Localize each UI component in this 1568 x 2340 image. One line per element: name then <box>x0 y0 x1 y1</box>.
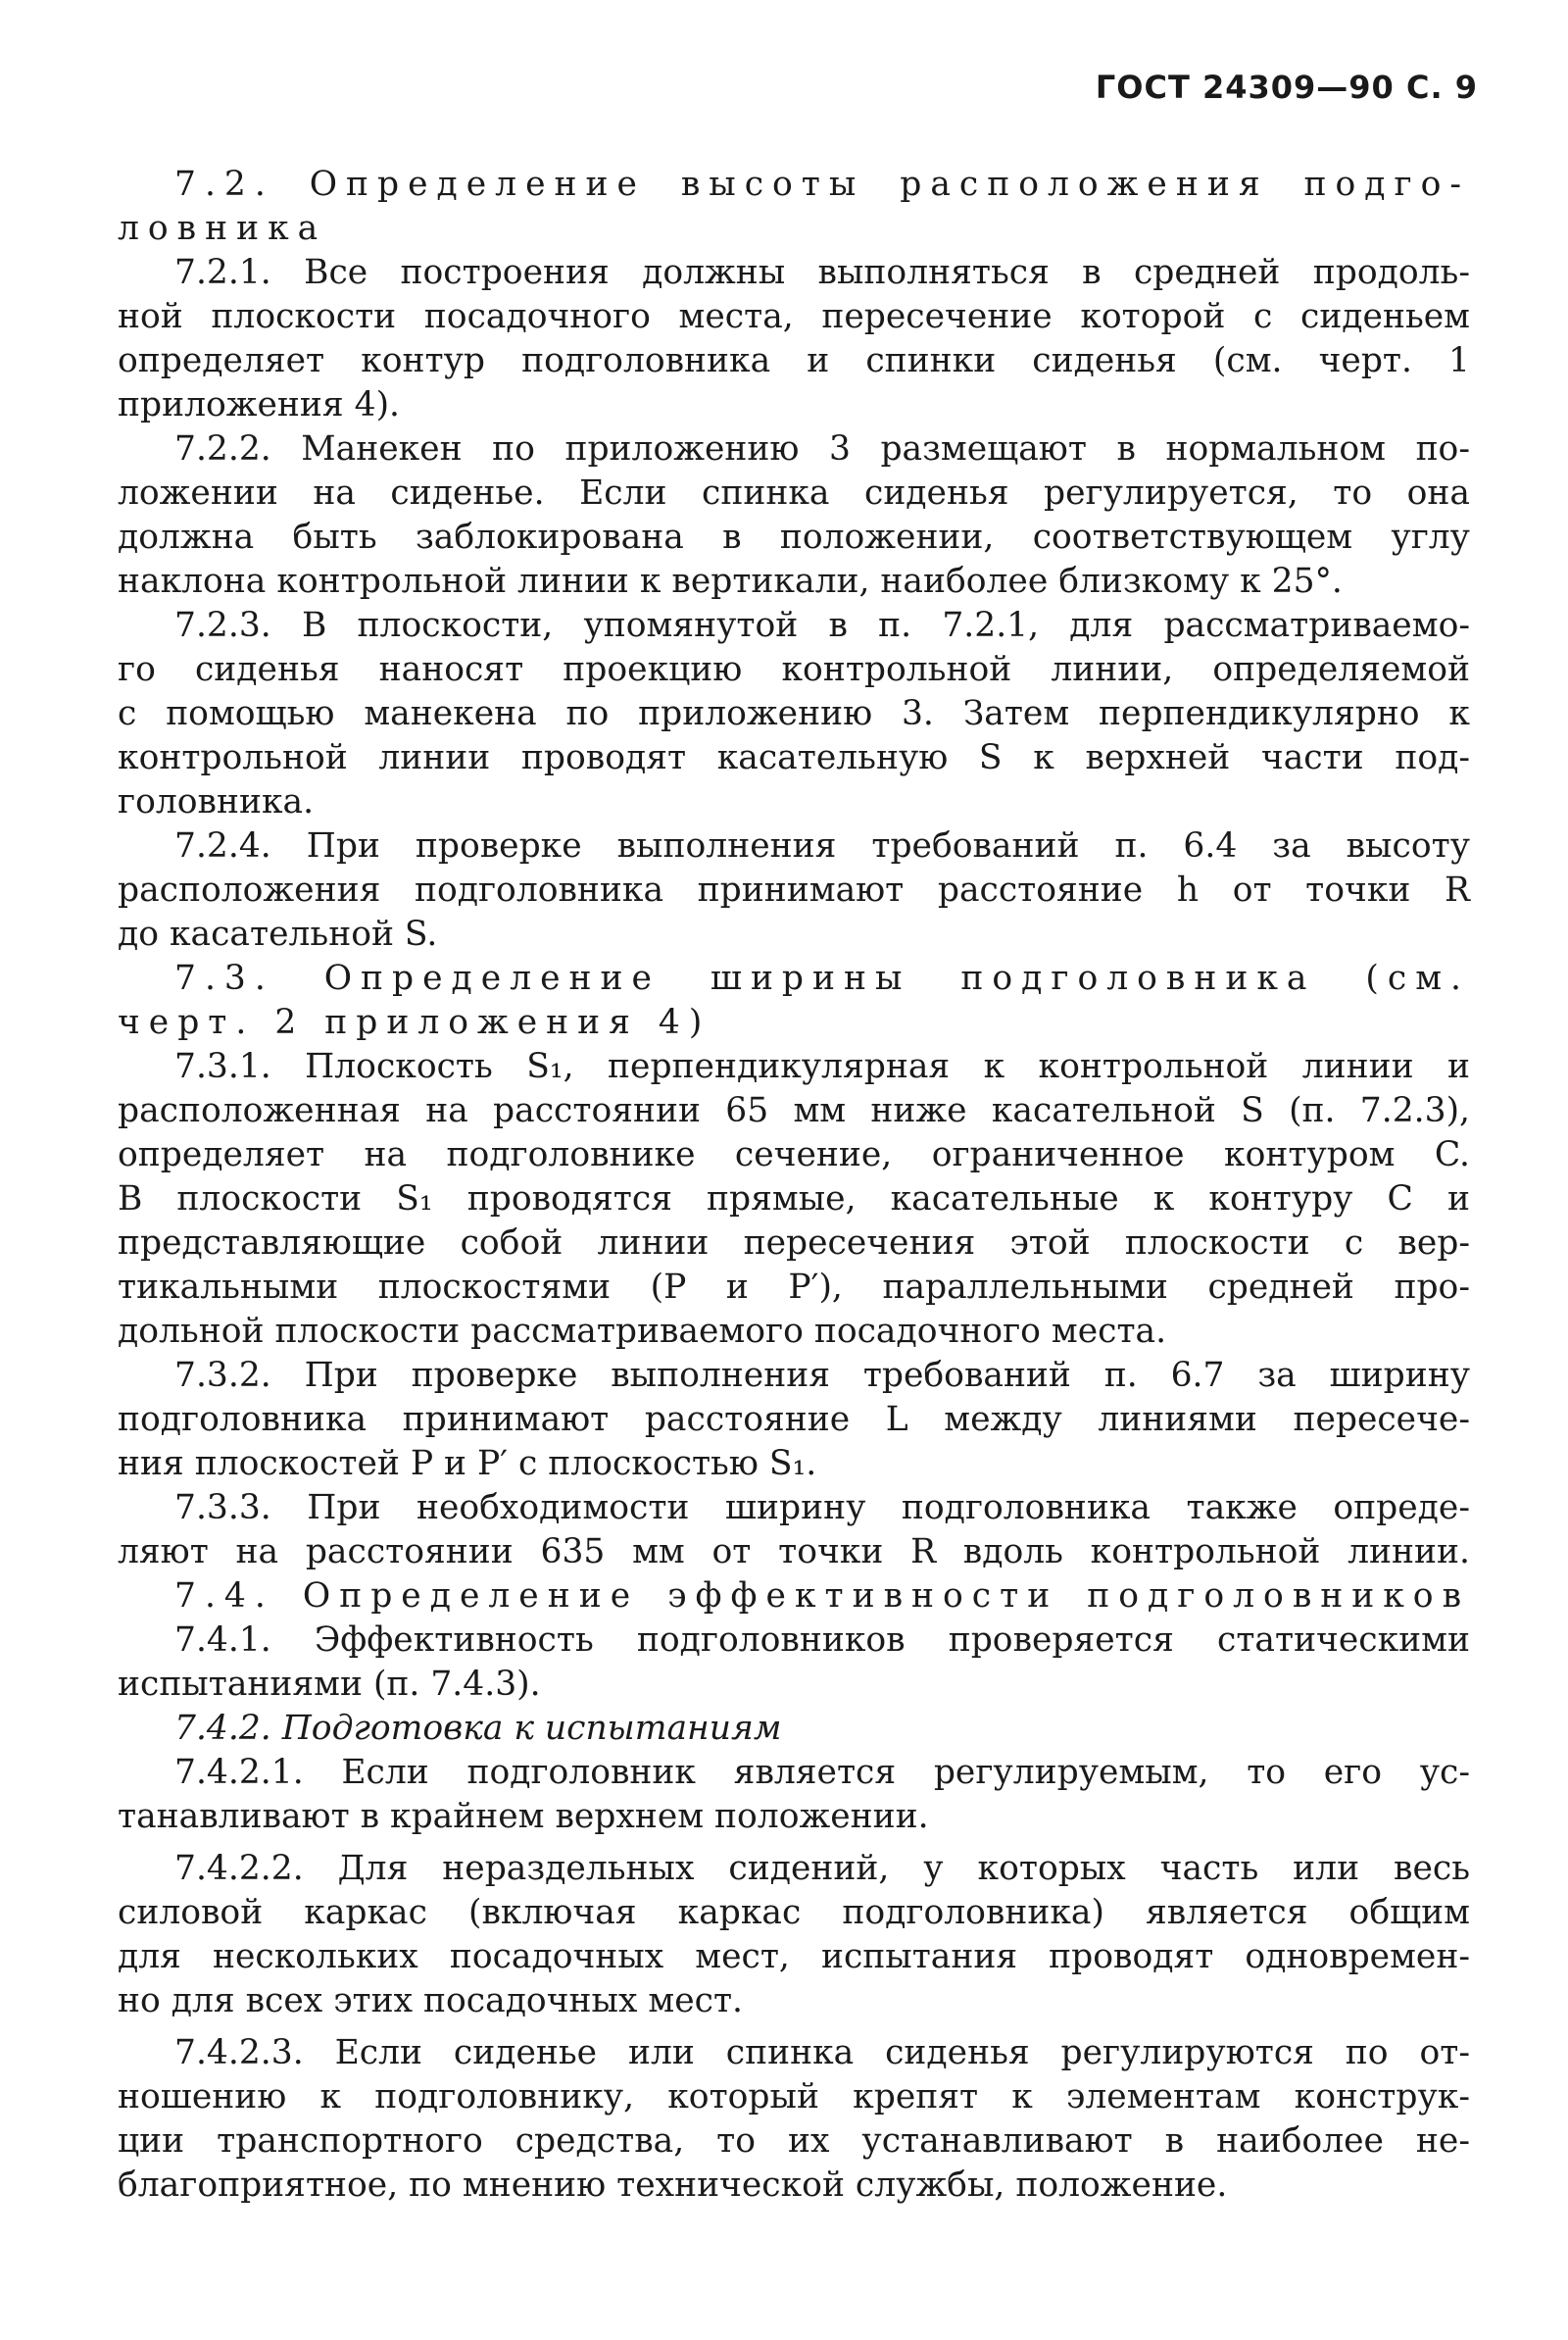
text-line: испытаниями (п. 7.4.3). <box>118 1665 541 1704</box>
document-body <box>118 163 1470 2208</box>
text-line: силовой каркас (включая каркас подголовника) является общим <box>118 1893 1470 1932</box>
text-line: 7.4.2.3. Если сиденье или спинка сиденья регулируются по от- <box>174 2033 1470 2072</box>
text-line: 7.2.4. При проверке выполнения требований п. 6.4 за высоту <box>174 826 1470 866</box>
text-line: определяет контур подголовника и спинки сиденья (см. черт. 1 <box>118 341 1470 380</box>
text-line: до касательной S. <box>118 915 438 954</box>
text-line: ляют на расстоянии 635 мм от точки R вдоль контрольной линии. <box>118 1532 1470 1571</box>
text-line: тикальными плоскостями (P и P′), параллельными средней про- <box>118 1268 1470 1307</box>
text-line: 7.4.2. Подготовка к испытаниям <box>174 1709 782 1748</box>
text-line: ния плоскостей P и P′ с плоскостью S₁. <box>118 1444 817 1483</box>
text-line: головника. <box>118 782 315 821</box>
text-line: расположенная на расстоянии 65 мм ниже касательной S (п. 7.2.3), <box>118 1091 1470 1130</box>
text-line: 7.2.1. Все построения должны выполняться в средней продоль- <box>174 253 1470 292</box>
text-line: го сиденья наносят проекцию контрольной линии, определяемой <box>118 650 1470 689</box>
text-line: 7.2.2. Манекен по приложению 3 размещают в нормальном по- <box>174 429 1470 469</box>
text-line: для нескольких посадочных мест, испытания проводят одновремен- <box>118 1937 1470 1976</box>
text-line: танавливают в крайнем верхнем положении. <box>118 1797 929 1836</box>
text-line: расположения подголовника принимают расстояние h от точки R <box>118 871 1470 910</box>
text-line: 7.2.3. В плоскости, упомянутой в п. 7.2.1, для рассматриваемо- <box>174 606 1470 645</box>
text-line: дольной плоскости рассматриваемого посадочного места. <box>118 1312 1167 1351</box>
text-line: определяет на подголовнике сечение, ограниченное контуром C. <box>118 1135 1470 1174</box>
text-line: должна быть заблокирована в положении, соответствующем углу <box>118 518 1470 557</box>
text-line: 7.4.1. Эффективность подголовников проверяется статическими <box>174 1620 1470 1660</box>
text-line: 7.3.2. При проверке выполнения требований п. 6.7 за ширину <box>174 1356 1470 1395</box>
text-line: 7.4.2.2. Для нераздельных сидений, у которых часть или весь <box>174 1849 1470 1888</box>
text-line: благоприятное, по мнению технической службы, положение. <box>118 2166 1228 2205</box>
text-line: ной плоскости посадочного места, пересечение которой с сиденьем <box>118 297 1470 336</box>
text-line: подголовника принимают расстояние L между линиями пересече- <box>118 1400 1470 1439</box>
text-line: 7.3. Определение ширины подголовника (см. <box>174 959 1470 998</box>
page-header: ГОСТ 24309—90 С. 9 <box>1095 69 1478 106</box>
paragraph-gap <box>174 2023 1470 2031</box>
text-line: 7.4.2.1. Если подголовник является регулируемым, то его ус- <box>174 1753 1470 1792</box>
text-line: наклона контрольной линии к вертикали, наиболее близкому к 25°. <box>118 562 1343 601</box>
text-line: приложения 4). <box>118 385 401 424</box>
text-line: с помощью манекена по приложению 3. Затем перпендикулярно к <box>118 694 1470 733</box>
text-line: 7.3.1. Плоскость S₁, перпендикулярная к контрольной линии и <box>174 1047 1470 1086</box>
text-line: ложении на сиденье. Если спинка сиденья регулируется, то она <box>118 473 1470 513</box>
text-line: представляющие собой линии пересечения этой плоскости с вер- <box>118 1223 1470 1263</box>
text-line: В плоскости S₁ проводятся прямые, касательные к контуру C и <box>118 1179 1470 1219</box>
text-line: ловника <box>118 209 327 248</box>
text-line: контрольной линии проводят касательную S к верхней части под- <box>118 738 1470 777</box>
text-line: 7.4. Определение эффективности подголовников <box>174 1576 1470 1616</box>
text-line: черт. 2 приложения 4) <box>118 1003 711 1042</box>
text-line: ношению к подголовнику, который крепят к элементам конструк- <box>118 2077 1470 2116</box>
text-line: 7.2. Определение высоты расположения подго- <box>174 165 1470 204</box>
text-line: 7.3.3. При необходимости ширину подголовника также опреде- <box>174 1488 1470 1527</box>
paragraph-gap <box>174 1839 1470 1847</box>
text-line: ции транспортного средства, то их устанавливают в наиболее не- <box>118 2121 1470 2161</box>
text-line: но для всех этих посадочных мест. <box>118 1981 744 2020</box>
